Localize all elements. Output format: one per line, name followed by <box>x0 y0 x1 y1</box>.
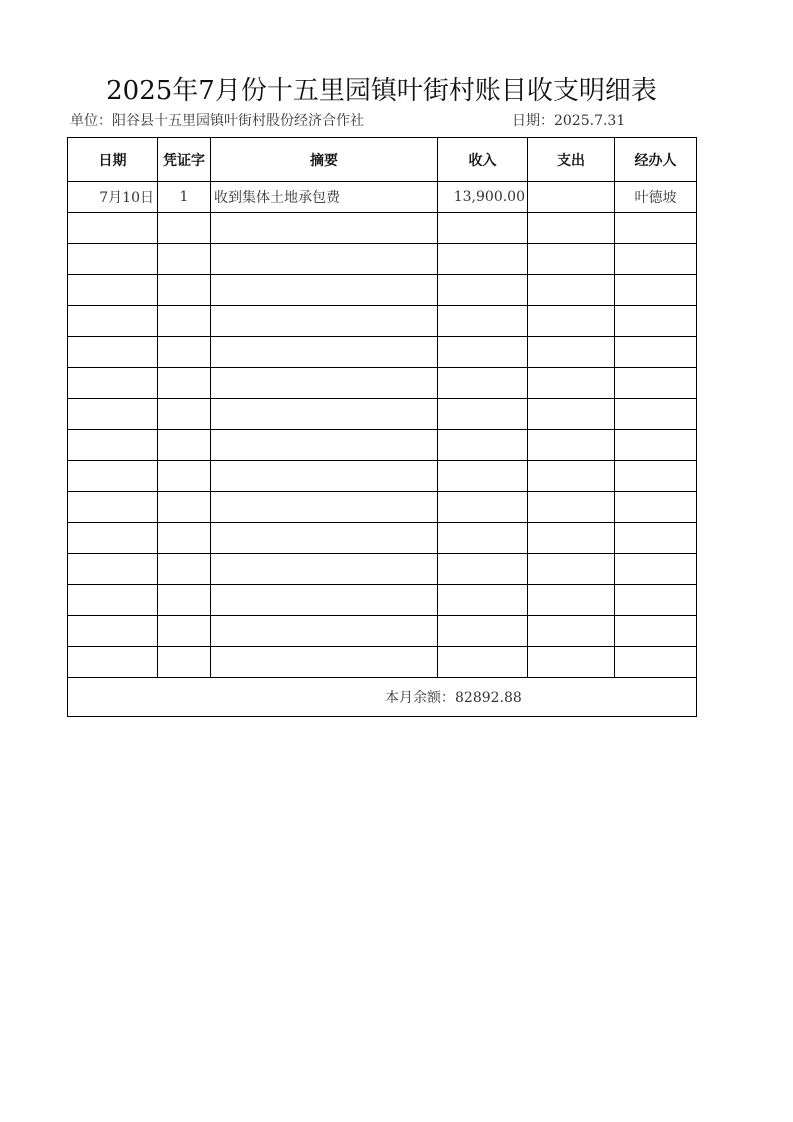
table-row <box>68 461 697 492</box>
cell-summary <box>211 523 438 554</box>
cell-summary <box>211 461 438 492</box>
cell-handler <box>615 492 697 523</box>
cell-summary <box>211 616 438 647</box>
cell-income <box>438 647 528 678</box>
cell-summary <box>211 368 438 399</box>
cell-expense <box>528 647 615 678</box>
cell-voucher <box>158 368 211 399</box>
cell-income <box>438 213 528 244</box>
date-label: 日期：2025.7.31 <box>512 113 626 129</box>
cell-handler: 叶德坡 <box>615 182 697 213</box>
cell-date <box>68 585 158 616</box>
unit-label: 单位：阳谷县十五里园镇叶街村股份经济合作社 <box>70 113 364 129</box>
cell-handler <box>615 647 697 678</box>
cell-date <box>68 337 158 368</box>
cell-income: 13,900.00 <box>438 182 528 213</box>
cell-voucher <box>158 213 211 244</box>
cell-date <box>68 306 158 337</box>
table-row <box>68 430 697 461</box>
cell-income <box>438 616 528 647</box>
cell-date <box>68 244 158 275</box>
table-row <box>68 616 697 647</box>
cell-income <box>438 399 528 430</box>
header-summary: 摘要 <box>211 138 438 182</box>
cell-date <box>68 492 158 523</box>
ledger-header <box>68 138 697 182</box>
cell-voucher <box>158 647 211 678</box>
table-row <box>68 523 697 554</box>
cell-date: 7月10日 <box>68 182 158 213</box>
cell-expense <box>528 554 615 585</box>
monthly-balance: 本月余额：82892.88 <box>68 678 697 717</box>
cell-voucher <box>158 523 211 554</box>
header-voucher: 凭证字 <box>158 138 211 182</box>
cell-voucher <box>158 430 211 461</box>
table-row <box>68 399 697 430</box>
ledger-body <box>68 182 697 678</box>
cell-income <box>438 554 528 585</box>
cell-date <box>68 399 158 430</box>
cell-income <box>438 244 528 275</box>
cell-voucher <box>158 554 211 585</box>
cell-handler <box>615 430 697 461</box>
cell-income <box>438 306 528 337</box>
cell-voucher <box>158 616 211 647</box>
cell-handler <box>615 368 697 399</box>
ledger-table <box>67 137 697 717</box>
cell-summary <box>211 492 438 523</box>
table-row <box>68 275 697 306</box>
cell-voucher <box>158 306 211 337</box>
cell-handler <box>615 461 697 492</box>
cell-handler <box>615 306 697 337</box>
cell-summary <box>211 647 438 678</box>
cell-voucher <box>158 244 211 275</box>
cell-expense <box>528 213 615 244</box>
cell-income <box>438 523 528 554</box>
header-date: 日期 <box>68 138 158 182</box>
cell-summary <box>211 430 438 461</box>
table-row <box>68 585 697 616</box>
header-handler: 经办人 <box>615 138 697 182</box>
cell-expense <box>528 461 615 492</box>
cell-expense <box>528 430 615 461</box>
cell-income <box>438 275 528 306</box>
footer-row <box>68 678 697 717</box>
table-row <box>68 306 697 337</box>
cell-voucher <box>158 585 211 616</box>
cell-handler <box>615 523 697 554</box>
cell-voucher <box>158 461 211 492</box>
cell-summary <box>211 585 438 616</box>
cell-date <box>68 554 158 585</box>
table-row <box>68 337 697 368</box>
cell-expense <box>528 244 615 275</box>
table-row <box>68 647 697 678</box>
cell-expense <box>528 399 615 430</box>
cell-expense <box>528 337 615 368</box>
cell-summary <box>211 306 438 337</box>
page-title: 2025年7月份十五里园镇叶街村账目收支明细表 <box>106 76 657 106</box>
cell-summary <box>211 399 438 430</box>
cell-income <box>438 337 528 368</box>
table-row <box>68 213 697 244</box>
cell-voucher <box>158 492 211 523</box>
table-row <box>68 554 697 585</box>
table-row <box>68 368 697 399</box>
cell-expense <box>528 616 615 647</box>
cell-summary <box>211 337 438 368</box>
cell-voucher: 1 <box>158 182 211 213</box>
cell-expense <box>528 275 615 306</box>
cell-summary <box>211 244 438 275</box>
cell-handler <box>615 275 697 306</box>
cell-voucher <box>158 399 211 430</box>
cell-date <box>68 275 158 306</box>
cell-summary: 收到集体土地承包费 <box>211 182 438 213</box>
cell-date <box>68 523 158 554</box>
cell-expense <box>528 306 615 337</box>
cell-expense <box>528 492 615 523</box>
ledger-footer <box>68 678 697 717</box>
table-row <box>68 182 697 213</box>
cell-income <box>438 585 528 616</box>
cell-handler <box>615 585 697 616</box>
cell-handler <box>615 616 697 647</box>
cell-date <box>68 616 158 647</box>
cell-income <box>438 430 528 461</box>
cell-income <box>438 368 528 399</box>
cell-expense <box>528 585 615 616</box>
header-expense: 支出 <box>528 138 615 182</box>
header-row <box>68 138 697 182</box>
cell-summary <box>211 554 438 585</box>
cell-handler <box>615 554 697 585</box>
cell-expense <box>528 523 615 554</box>
cell-income <box>438 461 528 492</box>
cell-voucher <box>158 275 211 306</box>
cell-handler <box>615 337 697 368</box>
cell-date <box>68 647 158 678</box>
cell-date <box>68 430 158 461</box>
cell-handler <box>615 399 697 430</box>
cell-date <box>68 461 158 492</box>
cell-income <box>438 492 528 523</box>
cell-handler <box>615 213 697 244</box>
table-row <box>68 244 697 275</box>
cell-expense <box>528 182 615 213</box>
cell-date <box>68 213 158 244</box>
header-income: 收入 <box>438 138 528 182</box>
table-row <box>68 492 697 523</box>
cell-handler <box>615 244 697 275</box>
cell-summary <box>211 213 438 244</box>
cell-summary <box>211 275 438 306</box>
cell-voucher <box>158 337 211 368</box>
cell-date <box>68 368 158 399</box>
cell-expense <box>528 368 615 399</box>
